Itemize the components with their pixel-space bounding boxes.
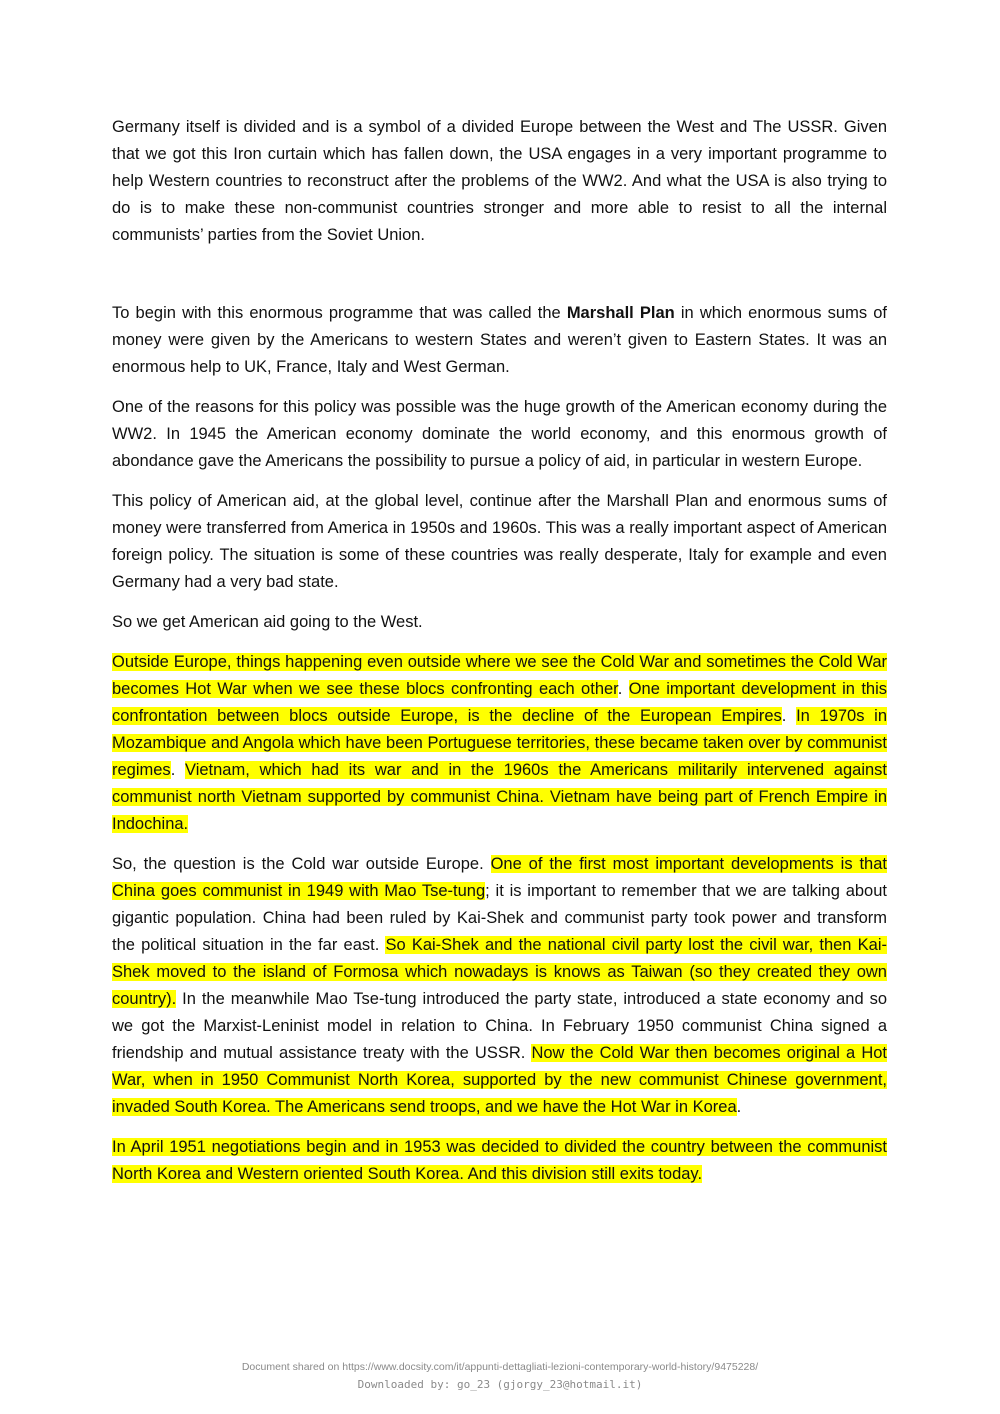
highlighted-text: Outside Europe, things happening even outside where we see the Cold War and sometimes the Cold War becomes Hot War when we see these blocs confronting each other: [112, 653, 887, 698]
footer-downloaded-by: Downloaded by: go_23 (gjorgy_23@hotmail.it): [357, 1378, 643, 1391]
text-run: So, the question is the Cold war outside Europe.: [112, 855, 491, 873]
paragraph: [112, 300, 887, 381]
highlighted-text: One important development in this confrontation between blocs outside Europe, is the decline of the European Empires: [112, 680, 887, 725]
text-run: in which enormous sums of money were given by the Americans to western States and weren’t given to Eastern States. It was an enormous help to UK, France, Italy and West German.: [112, 304, 887, 376]
highlighted-text: In 1970s in Mozambique and Angola which have been Portuguese territories, these became taken over by communist regimes: [112, 707, 887, 779]
text-run: To begin with this enormous programme that was called the: [112, 304, 567, 322]
paragraph: [112, 114, 887, 249]
text-run: This policy of American aid, at the global level, continue after the Marshall Plan and enormous sums of money were transferred from America in 1950s and 1960s. This was a really important aspect of American foreign policy. The situation is some of these countries was really desperate, Italy for example and even Germany had a very bad state.: [112, 492, 887, 591]
paragraph-gap: [112, 262, 887, 300]
text-run: One of the reasons for this policy was possible was the huge growth of the American economy during the WW2. In 1945 the American economy dominate the world economy, and this enormous growth of abondance gave the Americans the possibility to pursue a policy of aid, in particular in western Europe.: [112, 398, 887, 470]
text-run: In the meanwhile Mao Tse-tung introduced the party state, introduced a state economy and so we got the Marxist-Leninist model in relation to China. In February 1950 communist China signed a friendship and mutual assistance treaty with the USSR.: [112, 990, 887, 1062]
highlighted-text: So Kai-Shek and the national civil party lost the civil war, then Kai-Shek moved to the island of Formosa which nowadays is knows as Taiwan (so they created they own country).: [112, 936, 887, 1008]
paragraph: [112, 488, 887, 596]
text-run: .: [736, 1098, 742, 1116]
text-run: .: [781, 707, 797, 725]
document-page: [112, 114, 887, 1201]
highlighted-text: In April 1951 negotiations begin and in 1953 was decided to divided the country between the communist North Korea and Western oriented South Korea. And this division still exits today.: [112, 1138, 887, 1183]
paragraph: [112, 649, 887, 838]
text-run: .: [170, 761, 185, 779]
highlighted-text: One of the first most important developments is that China goes communist in 1949 with Mao Tse-tung: [112, 855, 887, 900]
paragraph: [112, 609, 887, 636]
text-run: So we get American aid going to the West.: [112, 613, 423, 631]
highlighted-text: Now the Cold War then becomes original a Hot War, when in 1950 Communist North Korea, supported by the new communist Chinese government, invaded South Korea. The Americans send troops, and we have the Hot War in Korea: [112, 1044, 887, 1116]
footer-shared-link[interactable]: Document shared on https://www.docsity.com/it/appunti-dettagliati-lezioni-contemporary-world-history/9475228/: [241, 1361, 759, 1373]
text-run: .: [617, 680, 629, 698]
bold-term: Marshall Plan: [566, 304, 675, 322]
text-run: Germany itself is divided and is a symbol of a divided Europe between the West and The USSR. Given that we got this Iron curtain which has fallen down, the USA engages in a very important programme to help Western countries to reconstruct after the problems of the WW2. And what the USA is also trying to do is to make these non-communist countries stronger and more able to resist to all the internal communists’ parties from the Soviet Union.: [112, 118, 887, 244]
text-run: ; it is important to remember that we are talking about gigantic population. China had been ruled by Kai-Shek and communist party took power and transform the political situation in the far east.: [112, 882, 887, 954]
highlighted-text: Vietnam, which had its war and in the 1960s the Americans militarily intervened against communist north Vietnam supported by communist China. Vietnam have being part of French Empire in Indochina.: [112, 761, 887, 833]
paragraph: [112, 851, 887, 1121]
paragraph: [112, 1134, 887, 1188]
paragraph: [112, 394, 887, 475]
